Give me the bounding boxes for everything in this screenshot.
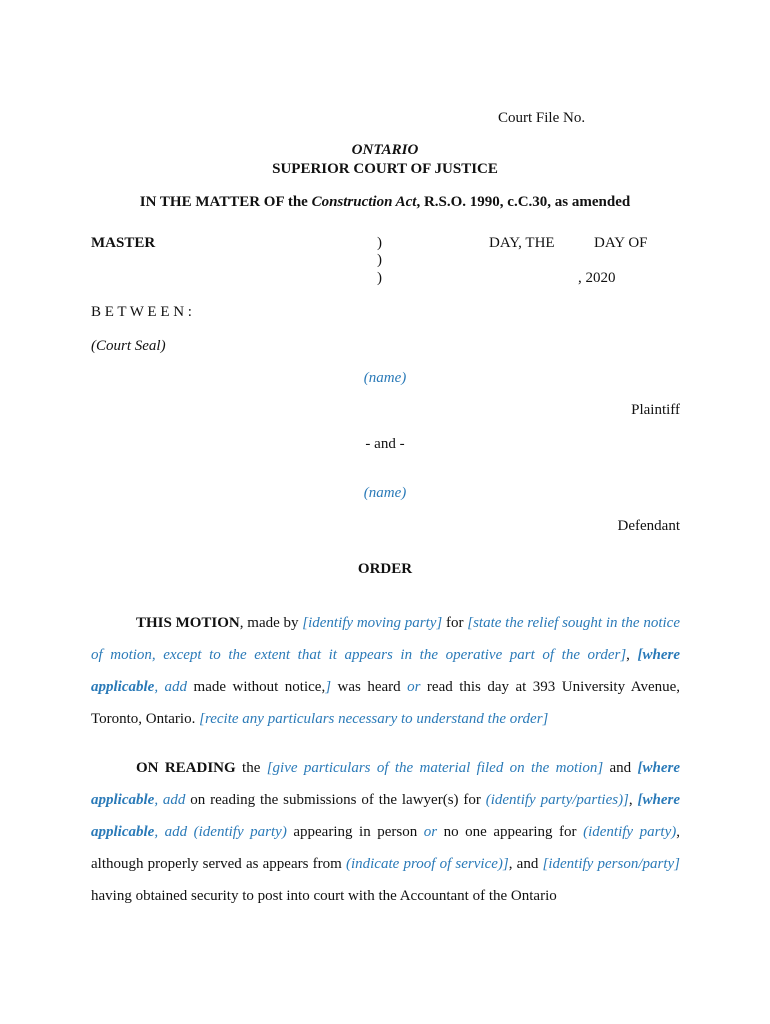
matter-suffix: , R.S.O. 1990, c.C.30, as amended <box>416 194 631 210</box>
defendant-label: Defendant <box>617 518 680 534</box>
where-applicable-note-1: [where applicable <box>91 760 680 808</box>
where-applicable-note-2: [where applicable <box>91 792 681 840</box>
identify-party-placeholder: (identify party) <box>583 824 677 840</box>
plaintiff-name-placeholder: (name) <box>363 370 407 386</box>
party-parties-placeholder: (identify party/parties)] <box>485 792 629 808</box>
plaintiff-label: Plaintiff <box>631 402 680 418</box>
day-of-label: DAY OF <box>594 235 648 251</box>
court-seal-label: (Court Seal) <box>91 338 166 354</box>
reading-text-3: on reading the submissions of the lawyer(s) for <box>185 792 486 808</box>
matter-prefix: IN THE MATTER OF the <box>139 194 312 210</box>
add-identify-party-note: , add (identify party) <box>154 824 287 840</box>
reading-lead: ON READING <box>136 760 236 776</box>
year-label: , 2020 <box>578 270 616 286</box>
act-name: Construction Act <box>311 194 417 210</box>
bracket-line-2: ) <box>377 252 382 268</box>
day-the-label: DAY, THE <box>489 235 555 251</box>
order-title: ORDER <box>357 561 413 577</box>
or-note-2: or <box>423 824 438 840</box>
particulars-placeholder: [recite any particulars necessary to understand the order] <box>199 711 549 727</box>
motion-text-2: for <box>442 615 468 631</box>
add-note-1: , add <box>154 792 186 808</box>
reading-text-4: , <box>628 792 638 808</box>
motion-text-5: was heard <box>331 679 408 695</box>
province-heading: ONTARIO <box>351 142 419 158</box>
motion-paragraph <box>91 607 680 735</box>
where-applicable-note: [where applicable <box>91 647 681 695</box>
and-separator: - and - <box>365 436 405 452</box>
close-bracket-note: ] <box>325 679 332 695</box>
reading-text-9: having obtained security to post into court with the Accountant of the Ontario <box>91 888 557 904</box>
relief-sought-placeholder: [state the relief sought in the notice of motion, except to the extent that it appears in the operative part of the order] <box>91 615 680 663</box>
reading-text-6: no one appearing for <box>437 824 584 840</box>
defendant-name-placeholder: (name) <box>363 485 407 501</box>
motion-text-1: , made by <box>239 615 303 631</box>
reading-text-7: , although properly served as appears from <box>91 824 681 872</box>
bracket-line-1: ) <box>377 235 382 251</box>
between-label: B E T W E E N : <box>91 304 192 320</box>
master-label: MASTER <box>91 235 156 251</box>
proof-of-service-placeholder: (indicate proof of service)] <box>345 856 509 872</box>
court-file-number-label: Court File No. <box>498 110 586 126</box>
motion-lead: THIS MOTION <box>136 615 240 631</box>
reading-text-5: appearing in person <box>286 824 424 840</box>
matter-heading <box>0 194 770 211</box>
motion-text-6: read this day at 393 University Avenue, Toronto, Ontario. <box>91 679 681 727</box>
reading-text-2: and <box>603 760 638 776</box>
bracket-line-3: ) <box>377 270 382 286</box>
reading-paragraph <box>91 752 680 912</box>
reading-text-1: the <box>235 760 267 776</box>
reading-text-8: , and <box>508 856 543 872</box>
person-party-placeholder: [identify person/party] <box>542 856 680 872</box>
court-name-heading: SUPERIOR COURT OF JUSTICE <box>272 161 498 177</box>
moving-party-placeholder: [identify moving party] <box>302 615 443 631</box>
or-note: or <box>407 679 421 695</box>
motion-text-3: , <box>626 647 638 663</box>
motion-text-4: made without notice, <box>187 679 326 695</box>
add-note: , add <box>154 679 188 695</box>
material-filed-placeholder: [give particulars of the material filed on the motion] <box>266 760 604 776</box>
